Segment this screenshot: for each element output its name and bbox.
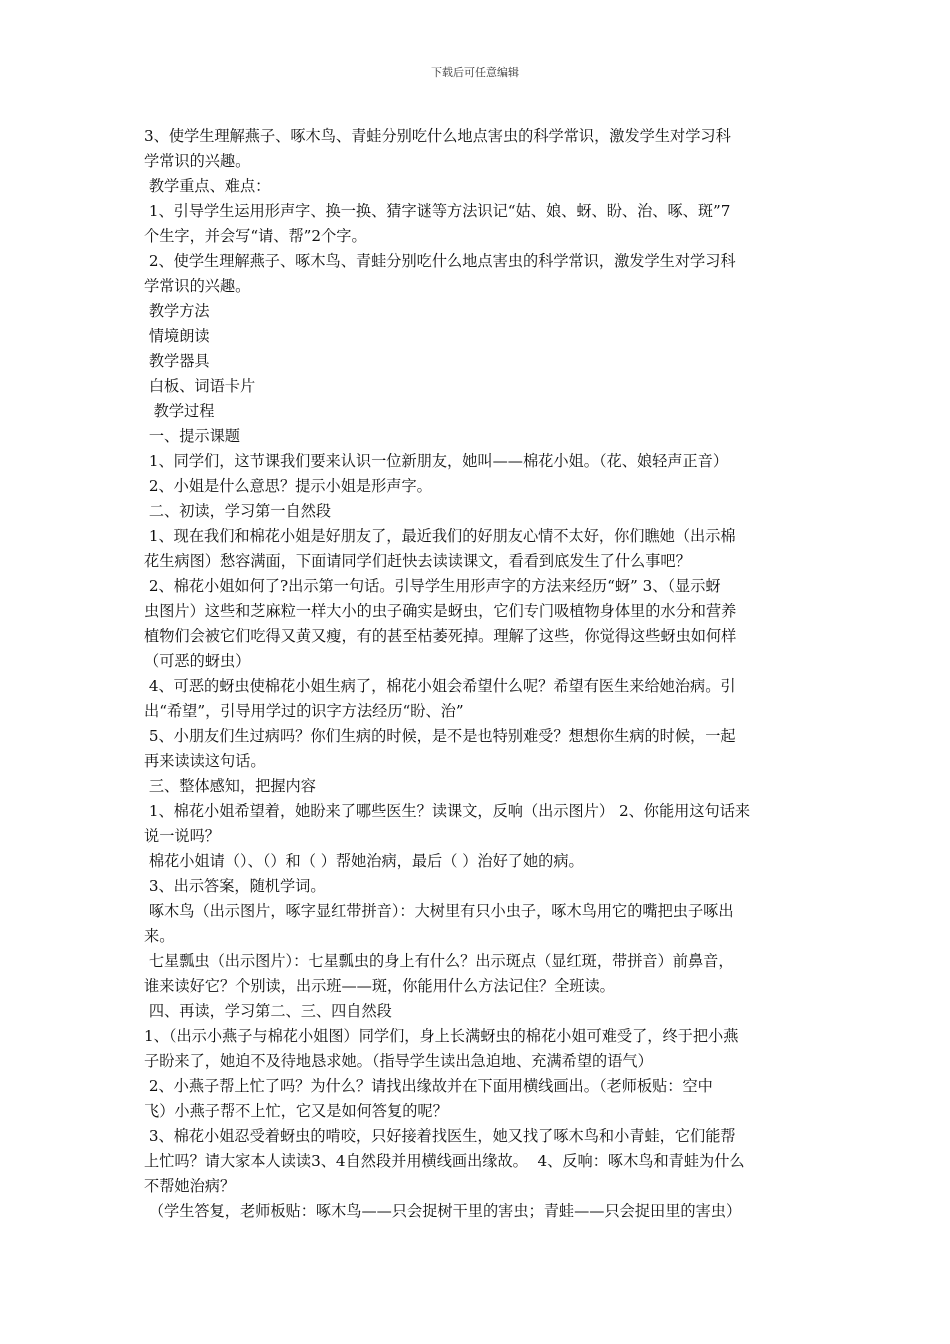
text-line: 花生病图）愁容满面，下面请同学们赶快去读读课文，看看到底发生了什么事吧？ — [144, 552, 691, 570]
text-line: 3、棉花小姐忍受着蚜虫的啃咬，只好接着找医生，她又找了啄木鸟和小青蛙，它们能帮 — [144, 1127, 736, 1145]
text-line: 5、小朋友们生过病吗？你们生病的时候，是不是也特别难受？想想你生病的时候，一起 — [144, 727, 736, 745]
text-line: 1、（出示小燕子与棉花小姐图）同学们，身上长满蚜虫的棉花小姐可难受了，终于把小燕 — [144, 1027, 739, 1045]
text-line: 谁来读好它？个别读，出示班——斑，你能用什么方法记住？全班读。 — [144, 977, 615, 995]
text-line: 情境朗读 — [144, 327, 210, 345]
text-line: 2、小姐是什么意思？提示小姐是形声字。 — [144, 477, 432, 495]
text-line: （学生答复，老师板贴：啄木鸟——只会捉树干里的害虫；青蛙——只会捉田里的害虫） — [144, 1202, 742, 1220]
text-line: 1、棉花小姐希望着，她盼来了哪些医生？读课文，反响（出示图片） 2、你能用这句话来 — [144, 802, 751, 820]
text-line: 学常识的兴趣。 — [144, 152, 251, 170]
text-line: 四、再读，学习第二、三、四自然段 — [144, 1002, 392, 1020]
text-line: 个生字，并会写“请、帮”2个字。 — [144, 227, 367, 245]
text-line: 1、引导学生运用形声字、换一换、猜字谜等方法识记“姑、娘、蚜、盼、治、啄、斑”7 — [144, 202, 731, 220]
text-line: 教学重点、难点： — [144, 177, 271, 195]
text-line: 七星瓢虫（出示图片）：七星瓢虫的身上有什么？出示斑点（显红斑，带拼音）前鼻音， — [144, 952, 734, 970]
text-line: 1、现在我们和棉花小姐是好朋友了，最近我们的好朋友心情不太好，你们瞧她（出示棉 — [144, 527, 736, 545]
text-line: 三、整体感知，把握内容 — [144, 777, 316, 795]
text-line: 来。 — [144, 927, 175, 945]
text-line: 飞）小燕子帮不上忙，它又是如何答复的呢？ — [144, 1102, 448, 1120]
text-line: 白板、词语卡片 — [144, 377, 256, 395]
text-line: 2、使学生理解燕子、啄木鸟、青蛙分别吃什么地点害虫的科学常识，激发学生对学习科 — [144, 252, 736, 270]
page-header: 下载后可任意编辑 — [431, 66, 519, 79]
text-line: 3、出示答案，随机学词。 — [144, 877, 326, 895]
text-line: 2、棉花小姐如何了?出示第一句话。引导学生用形声字的方法来经历“蚜” 3、（显示蚜 — [144, 577, 721, 595]
text-line: 啄木鸟（出示图片，啄字显红带拼音）：大树里有只小虫子，啄木鸟用它的嘴把虫子啄出 — [144, 902, 734, 920]
text-line: 教学过程 — [144, 402, 215, 420]
text-line: 教学方法 — [144, 302, 210, 320]
text-line: 二、初读，学习第一自然段 — [144, 502, 332, 520]
text-line: 出“希望”，引导用学过的识字方法经历“盼、治” — [144, 702, 464, 720]
text-line: 教学器具 — [144, 352, 210, 370]
document-body — [144, 124, 810, 1224]
text-line: 植物们会被它们吃得又黄又瘦，有的甚至枯萎死掉。理解了这些，你觉得这些蚜虫如何样 — [144, 627, 737, 645]
text-line: 虫图片）这些和芝麻粒一样大小的虫子确实是蚜虫，它们专门吸植物身体里的水分和营养 — [144, 602, 737, 620]
text-line: 2、小燕子帮上忙了吗？为什么？请找出缘故并在下面用横线画出。（老师板贴：空中 — [144, 1077, 713, 1095]
text-line: 4、可恶的蚜虫使棉花小姐生病了，棉花小姐会希望什么呢？希望有医生来给她治病。引 — [144, 677, 736, 695]
text-line: 1、同学们，这节课我们要来认识一位新朋友，她叫——棉花小姐。（花、娘轻声正音） — [144, 452, 729, 470]
text-line: 一、提示课题 — [144, 427, 240, 445]
text-line: （可恶的蚜虫） — [144, 652, 251, 670]
text-line: 不帮她治病？ — [144, 1177, 236, 1195]
text-line: 学常识的兴趣。 — [144, 277, 251, 295]
text-line: 说一说吗？ — [144, 827, 220, 845]
text-line: 3、使学生理解燕子、啄木鸟、青蛙分别吃什么地点害虫的科学常识，激发学生对学习科 — [144, 127, 731, 145]
text-line: 上忙吗？请大家本人读读3、4自然段并用横线画出缘故。 4、反响：啄木鸟和青蛙为什么 — [144, 1152, 745, 1170]
text-line: 子盼来了，她迫不及待地恳求她。（指导学生读出急迫地、充满希望的语气） — [144, 1052, 653, 1070]
text-line: 再来读读这句话。 — [144, 752, 266, 770]
text-line: 棉花小姐请（）、（）和（ ）帮她治病，最后（ ）治好了她的病。 — [144, 852, 584, 870]
